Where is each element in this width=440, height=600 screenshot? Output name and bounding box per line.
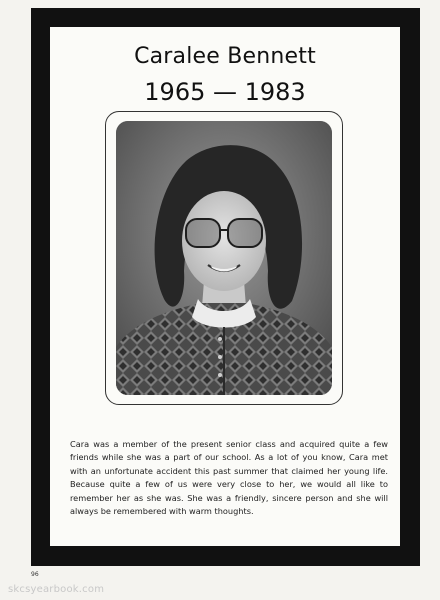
site-watermark: skcsyearbook.com [8,584,105,595]
memorial-name: Caralee Bennett [134,44,316,69]
memorial-years: 1965 — 1983 [144,78,306,106]
page-number: 96 [31,571,39,578]
faint-bleed-through-text [115,30,345,44]
portrait-photo [116,121,332,395]
memorial-caption: Cara was a member of the present senior class and acquired quite a few friends while she was a part of our school. As a lot of you know, Cara met with an unfortunate accident this past summer that claimed her young life. Because quite a few of us were very close to her, we would all like to remember her as she was. She was a friendly, sincere person and she will always be remembered with warm thoughts. [70,439,388,517]
portrait-illustration [116,121,332,395]
